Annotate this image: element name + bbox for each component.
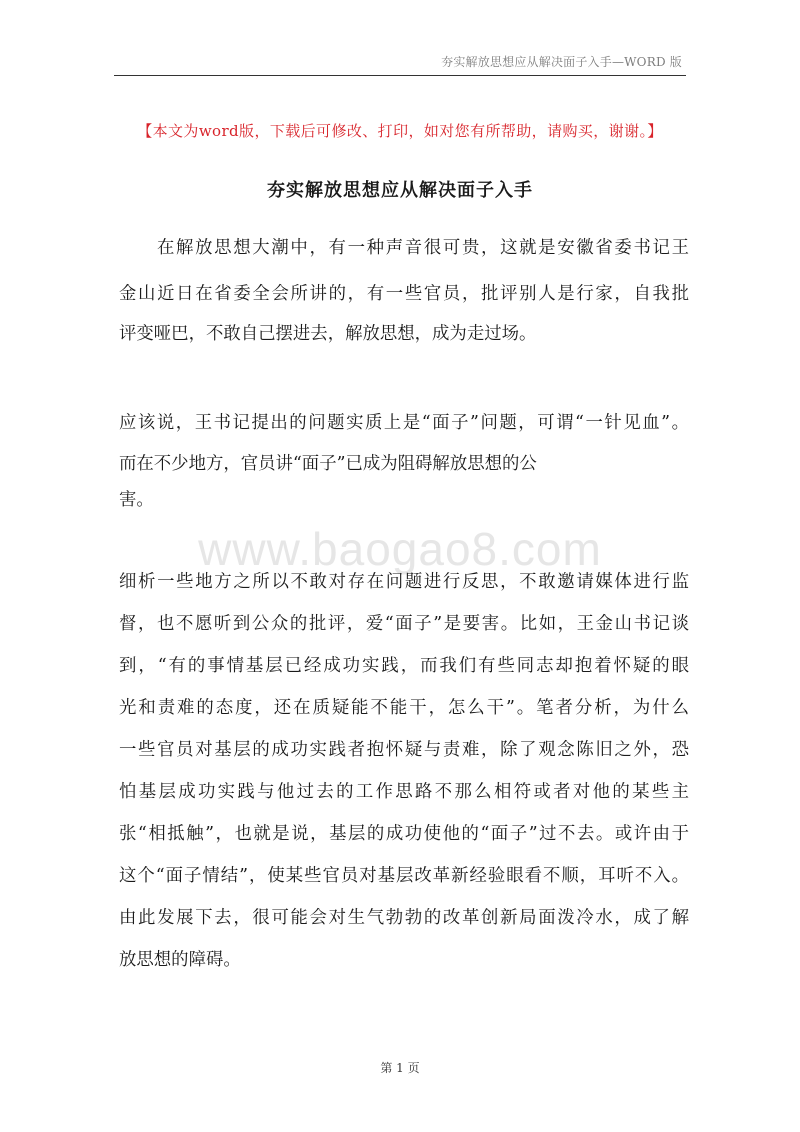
text-line: 放思想的障碍。 (119, 950, 241, 970)
text-line: 由此发展下去，很可能会对生气勃勃的改革创新局面泼冷水，成了解 (119, 908, 689, 928)
text-line: 在解放思想大潮中，有一种声音很可贵，这就是安徽省委书记王 (157, 238, 689, 258)
text-line: 评变哑巴，不敢自己摆进去，解放思想，成为走过场。 (119, 324, 537, 344)
text-line: 细析一些地方之所以不敢对存在问题进行反思，不敢邀请媒体进行监 (119, 572, 689, 592)
header-rule (114, 75, 686, 76)
download-notice: 【本文为word版，下载后可修改、打印，如对您有所帮助，请购买，谢谢。】 (137, 122, 663, 140)
running-header: 夯实解放思想应从解决面子入手—WORD 版 (441, 55, 682, 69)
text-line: 一些官员对基层的成功实践者抱怀疑与责难，除了观念陈旧之外，恐 (119, 740, 689, 760)
watermark: www.baogao8.com (198, 523, 602, 575)
page-number: 第 1 页 (380, 1061, 420, 1075)
text-line: 这个“面子情结”，使某些官员对基层改革新经验眼看不顺，耳听不入。 (119, 866, 689, 886)
text-line: 而在不少地方，官员讲“面子”已成为阻碍解放思想的公 (119, 454, 537, 474)
text-line: 到，“有的事情基层已经成功实践，而我们有些同志却抱着怀疑的眼 (119, 656, 689, 676)
text-line: 光和责难的态度，还在质疑能不能干，怎么干”。笔者分析，为什么 (119, 698, 689, 718)
document-title: 夯实解放思想应从解决面子入手 (267, 180, 533, 201)
text-line: 张“相抵触”，也就是说，基层的成功使他的“面子”过不去。或许由于 (119, 824, 689, 844)
text-line: 害。 (119, 490, 154, 510)
text-line: 应该说，王书记提出的问题实质上是“面子”问题，可谓“一针见血”。 (119, 413, 689, 433)
text-line: 督，也不愿听到公众的批评，爱“面子”是要害。比如，王金山书记谈 (119, 614, 689, 634)
text-line: 怕基层成功实践与他过去的工作思路不那么相符或者对他的某些主 (119, 782, 689, 802)
text-line: 金山近日在省委全会所讲的，有一些官员，批评别人是行家，自我批 (119, 284, 689, 304)
